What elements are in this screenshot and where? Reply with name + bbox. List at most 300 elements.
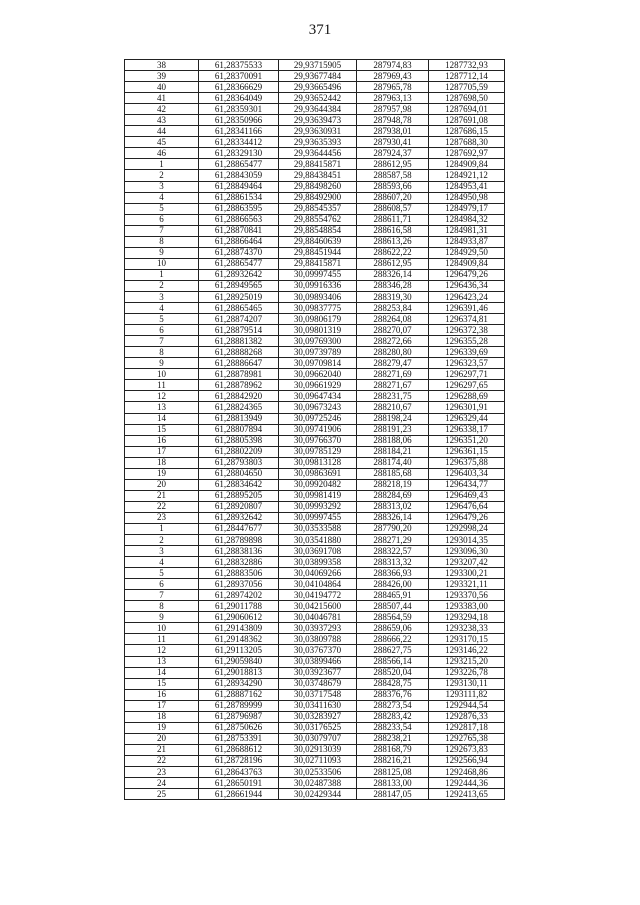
x-coordinate-cell: 288587,58 xyxy=(357,170,429,181)
point-number-cell: 25 xyxy=(125,789,199,800)
y-coordinate-cell: 1293096,30 xyxy=(429,546,505,557)
x-coordinate-cell: 288133,00 xyxy=(357,778,429,789)
table-row xyxy=(125,512,505,523)
point-number-cell: 6 xyxy=(125,325,199,336)
point-number-cell: 38 xyxy=(125,60,199,71)
x-coordinate-cell: 288426,00 xyxy=(357,579,429,590)
latitude-cell: 61,29011788 xyxy=(199,601,279,612)
point-number-cell: 2 xyxy=(125,535,199,546)
y-coordinate-cell: 1287698,50 xyxy=(429,93,505,104)
point-number-cell: 11 xyxy=(125,380,199,391)
y-coordinate-cell: 1292944,54 xyxy=(429,700,505,711)
x-coordinate-cell: 288253,84 xyxy=(357,303,429,314)
point-number-cell: 4 xyxy=(125,557,199,568)
latitude-cell: 61,28937056 xyxy=(199,579,279,590)
x-coordinate-cell: 287930,41 xyxy=(357,137,429,148)
longitude-cell: 29,88460639 xyxy=(279,236,357,247)
latitude-cell: 61,28895205 xyxy=(199,490,279,501)
longitude-cell: 30,09801319 xyxy=(279,325,357,336)
table-row xyxy=(125,446,505,457)
point-number-cell: 8 xyxy=(125,236,199,247)
point-number-cell: 15 xyxy=(125,424,199,435)
latitude-cell: 61,28843059 xyxy=(199,170,279,181)
table-row xyxy=(125,778,505,789)
y-coordinate-cell: 1296339,69 xyxy=(429,347,505,358)
y-coordinate-cell: 1287712,14 xyxy=(429,71,505,82)
y-coordinate-cell: 1296375,88 xyxy=(429,457,505,468)
table-row xyxy=(125,104,505,115)
y-coordinate-cell: 1293300,21 xyxy=(429,568,505,579)
table-row xyxy=(125,126,505,137)
table-row xyxy=(125,148,505,159)
table-row xyxy=(125,291,505,302)
y-coordinate-cell: 1292876,33 xyxy=(429,711,505,722)
y-coordinate-cell: 1284921,12 xyxy=(429,170,505,181)
point-number-cell: 41 xyxy=(125,93,199,104)
table-row xyxy=(125,612,505,623)
x-coordinate-cell: 288313,02 xyxy=(357,501,429,512)
point-number-cell: 5 xyxy=(125,314,199,325)
y-coordinate-cell: 1296479,26 xyxy=(429,269,505,280)
latitude-cell: 61,28886647 xyxy=(199,358,279,369)
point-number-cell: 18 xyxy=(125,457,199,468)
point-number-cell: 9 xyxy=(125,247,199,258)
x-coordinate-cell: 288612,95 xyxy=(357,159,429,170)
longitude-cell: 30,09647434 xyxy=(279,391,357,402)
latitude-cell: 61,28643763 xyxy=(199,767,279,778)
point-number-cell: 42 xyxy=(125,104,199,115)
y-coordinate-cell: 1293238,33 xyxy=(429,623,505,634)
table-row xyxy=(125,479,505,490)
x-coordinate-cell: 288465,91 xyxy=(357,590,429,601)
point-number-cell: 12 xyxy=(125,645,199,656)
table-row xyxy=(125,203,505,214)
point-number-cell: 13 xyxy=(125,402,199,413)
longitude-cell: 30,09997455 xyxy=(279,512,357,523)
table-row xyxy=(125,546,505,557)
table-row xyxy=(125,523,505,534)
latitude-cell: 61,28329130 xyxy=(199,148,279,159)
latitude-cell: 61,28879514 xyxy=(199,325,279,336)
x-coordinate-cell: 288613,26 xyxy=(357,236,429,247)
table-row xyxy=(125,280,505,291)
longitude-cell: 30,09769300 xyxy=(279,336,357,347)
point-number-cell: 1 xyxy=(125,159,199,170)
x-coordinate-cell: 287938,01 xyxy=(357,126,429,137)
longitude-cell: 30,04069266 xyxy=(279,568,357,579)
latitude-cell: 61,28370091 xyxy=(199,71,279,82)
y-coordinate-cell: 1296436,34 xyxy=(429,280,505,291)
y-coordinate-cell: 1293321,11 xyxy=(429,579,505,590)
x-coordinate-cell: 288326,14 xyxy=(357,269,429,280)
latitude-cell: 61,28341166 xyxy=(199,126,279,137)
point-number-cell: 23 xyxy=(125,767,199,778)
table-row xyxy=(125,789,505,800)
longitude-cell: 30,03079707 xyxy=(279,733,357,744)
y-coordinate-cell: 1284909,84 xyxy=(429,258,505,269)
latitude-cell: 61,28375533 xyxy=(199,60,279,71)
x-coordinate-cell: 288273,54 xyxy=(357,700,429,711)
table-row xyxy=(125,413,505,424)
longitude-cell: 30,03899358 xyxy=(279,557,357,568)
longitude-cell: 30,09662040 xyxy=(279,369,357,380)
x-coordinate-cell: 288319,30 xyxy=(357,291,429,302)
latitude-cell: 61,28874207 xyxy=(199,314,279,325)
latitude-cell: 61,28334412 xyxy=(199,137,279,148)
latitude-cell: 61,28366629 xyxy=(199,82,279,93)
point-number-cell: 14 xyxy=(125,667,199,678)
longitude-cell: 29,93635393 xyxy=(279,137,357,148)
y-coordinate-cell: 1296301,91 xyxy=(429,402,505,413)
point-number-cell: 13 xyxy=(125,656,199,667)
point-number-cell: 6 xyxy=(125,214,199,225)
longitude-cell: 29,88545357 xyxy=(279,203,357,214)
table-row xyxy=(125,733,505,744)
y-coordinate-cell: 1284984,32 xyxy=(429,214,505,225)
longitude-cell: 29,93652442 xyxy=(279,93,357,104)
longitude-cell: 29,88415871 xyxy=(279,258,357,269)
latitude-cell: 61,28359301 xyxy=(199,104,279,115)
x-coordinate-cell: 288280,80 xyxy=(357,347,429,358)
latitude-cell: 61,28447677 xyxy=(199,523,279,534)
y-coordinate-cell: 1284953,41 xyxy=(429,181,505,192)
y-coordinate-cell: 1292444,36 xyxy=(429,778,505,789)
table-row xyxy=(125,347,505,358)
longitude-cell: 30,03937293 xyxy=(279,623,357,634)
y-coordinate-cell: 1296403,34 xyxy=(429,468,505,479)
table-row xyxy=(125,181,505,192)
table-row xyxy=(125,115,505,126)
point-number-cell: 23 xyxy=(125,512,199,523)
latitude-cell: 61,28949565 xyxy=(199,280,279,291)
x-coordinate-cell: 288264,08 xyxy=(357,314,429,325)
x-coordinate-cell: 288564,59 xyxy=(357,612,429,623)
table-row xyxy=(125,601,505,612)
latitude-cell: 61,28974202 xyxy=(199,590,279,601)
y-coordinate-cell: 1296355,28 xyxy=(429,336,505,347)
y-coordinate-cell: 1296391,46 xyxy=(429,303,505,314)
latitude-cell: 61,28878962 xyxy=(199,380,279,391)
longitude-cell: 30,09739789 xyxy=(279,347,357,358)
table-row xyxy=(125,579,505,590)
longitude-cell: 30,04194772 xyxy=(279,590,357,601)
table-row xyxy=(125,380,505,391)
point-number-cell: 39 xyxy=(125,71,199,82)
x-coordinate-cell: 288611,71 xyxy=(357,214,429,225)
longitude-cell: 30,03691708 xyxy=(279,546,357,557)
latitude-cell: 61,28661944 xyxy=(199,789,279,800)
point-number-cell: 22 xyxy=(125,501,199,512)
longitude-cell: 30,03717548 xyxy=(279,689,357,700)
x-coordinate-cell: 288313,32 xyxy=(357,557,429,568)
longitude-cell: 29,88415871 xyxy=(279,159,357,170)
y-coordinate-cell: 1296434,77 xyxy=(429,479,505,490)
y-coordinate-cell: 1296329,44 xyxy=(429,413,505,424)
x-coordinate-cell: 287924,37 xyxy=(357,148,429,159)
x-coordinate-cell: 288168,79 xyxy=(357,744,429,755)
y-coordinate-cell: 1293207,42 xyxy=(429,557,505,568)
latitude-cell: 61,28863595 xyxy=(199,203,279,214)
table-row xyxy=(125,744,505,755)
x-coordinate-cell: 288659,06 xyxy=(357,623,429,634)
point-number-cell: 9 xyxy=(125,612,199,623)
table-row xyxy=(125,336,505,347)
latitude-cell: 61,28842920 xyxy=(199,391,279,402)
table-row xyxy=(125,755,505,766)
table-row xyxy=(125,402,505,413)
point-number-cell: 40 xyxy=(125,82,199,93)
latitude-cell: 61,28824365 xyxy=(199,402,279,413)
latitude-cell: 61,28932642 xyxy=(199,512,279,523)
longitude-cell: 29,93630931 xyxy=(279,126,357,137)
table-row xyxy=(125,247,505,258)
latitude-cell: 61,28934290 xyxy=(199,678,279,689)
table-row xyxy=(125,225,505,236)
x-coordinate-cell: 288184,21 xyxy=(357,446,429,457)
x-coordinate-cell: 288231,75 xyxy=(357,391,429,402)
point-number-cell: 10 xyxy=(125,369,199,380)
point-number-cell: 7 xyxy=(125,336,199,347)
table-row xyxy=(125,700,505,711)
latitude-cell: 61,28802209 xyxy=(199,446,279,457)
latitude-cell: 61,28866464 xyxy=(199,236,279,247)
point-number-cell: 10 xyxy=(125,258,199,269)
x-coordinate-cell: 288216,21 xyxy=(357,755,429,766)
y-coordinate-cell: 1284933,87 xyxy=(429,236,505,247)
table-row xyxy=(125,236,505,247)
latitude-cell: 61,28804650 xyxy=(199,468,279,479)
longitude-cell: 29,93715905 xyxy=(279,60,357,71)
longitude-cell: 30,04104864 xyxy=(279,579,357,590)
latitude-cell: 61,29113205 xyxy=(199,645,279,656)
longitude-cell: 30,02429344 xyxy=(279,789,357,800)
table-row xyxy=(125,159,505,170)
longitude-cell: 30,09920482 xyxy=(279,479,357,490)
latitude-cell: 61,28789898 xyxy=(199,535,279,546)
x-coordinate-cell: 288238,21 xyxy=(357,733,429,744)
latitude-cell: 61,28925019 xyxy=(199,291,279,302)
table-row xyxy=(125,82,505,93)
point-number-cell: 16 xyxy=(125,689,199,700)
point-number-cell: 1 xyxy=(125,523,199,534)
point-number-cell: 17 xyxy=(125,446,199,457)
longitude-cell: 30,09813128 xyxy=(279,457,357,468)
y-coordinate-cell: 1287688,30 xyxy=(429,137,505,148)
latitude-cell: 61,28881382 xyxy=(199,336,279,347)
table-row xyxy=(125,623,505,634)
x-coordinate-cell: 287969,43 xyxy=(357,71,429,82)
y-coordinate-cell: 1296288,69 xyxy=(429,391,505,402)
table-row xyxy=(125,435,505,446)
point-number-cell: 15 xyxy=(125,678,199,689)
table-row xyxy=(125,767,505,778)
x-coordinate-cell: 288270,07 xyxy=(357,325,429,336)
point-number-cell: 2 xyxy=(125,170,199,181)
coordinates-table xyxy=(124,59,505,800)
table-row xyxy=(125,369,505,380)
x-coordinate-cell: 288198,24 xyxy=(357,413,429,424)
longitude-cell: 30,09993292 xyxy=(279,501,357,512)
y-coordinate-cell: 1287732,93 xyxy=(429,60,505,71)
x-coordinate-cell: 288284,69 xyxy=(357,490,429,501)
longitude-cell: 30,09673243 xyxy=(279,402,357,413)
x-coordinate-cell: 288174,40 xyxy=(357,457,429,468)
latitude-cell: 61,29148362 xyxy=(199,634,279,645)
table-row xyxy=(125,722,505,733)
latitude-cell: 61,28888268 xyxy=(199,347,279,358)
y-coordinate-cell: 1293383,00 xyxy=(429,601,505,612)
table-row xyxy=(125,689,505,700)
longitude-cell: 29,93665496 xyxy=(279,82,357,93)
latitude-cell: 61,28750626 xyxy=(199,722,279,733)
x-coordinate-cell: 288185,68 xyxy=(357,468,429,479)
point-number-cell: 20 xyxy=(125,733,199,744)
point-number-cell: 44 xyxy=(125,126,199,137)
y-coordinate-cell: 1296338,17 xyxy=(429,424,505,435)
y-coordinate-cell: 1284950,98 xyxy=(429,192,505,203)
y-coordinate-cell: 1296361,15 xyxy=(429,446,505,457)
longitude-cell: 30,02711093 xyxy=(279,755,357,766)
table-row xyxy=(125,490,505,501)
x-coordinate-cell: 288376,76 xyxy=(357,689,429,700)
x-coordinate-cell: 288191,23 xyxy=(357,424,429,435)
latitude-cell: 61,28805398 xyxy=(199,435,279,446)
latitude-cell: 61,28834642 xyxy=(199,479,279,490)
point-number-cell: 43 xyxy=(125,115,199,126)
latitude-cell: 61,28793803 xyxy=(199,457,279,468)
y-coordinate-cell: 1293215,20 xyxy=(429,656,505,667)
point-number-cell: 6 xyxy=(125,579,199,590)
latitude-cell: 61,28789999 xyxy=(199,700,279,711)
table-row xyxy=(125,667,505,678)
point-number-cell: 46 xyxy=(125,148,199,159)
longitude-cell: 30,03809788 xyxy=(279,634,357,645)
table-row xyxy=(125,71,505,82)
y-coordinate-cell: 1296372,38 xyxy=(429,325,505,336)
point-number-cell: 21 xyxy=(125,744,199,755)
latitude-cell: 61,28883506 xyxy=(199,568,279,579)
longitude-cell: 30,02487388 xyxy=(279,778,357,789)
x-coordinate-cell: 288218,19 xyxy=(357,479,429,490)
x-coordinate-cell: 288507,44 xyxy=(357,601,429,612)
y-coordinate-cell: 1292566,94 xyxy=(429,755,505,766)
latitude-cell: 61,28865477 xyxy=(199,258,279,269)
table-row xyxy=(125,634,505,645)
longitude-cell: 29,88451944 xyxy=(279,247,357,258)
y-coordinate-cell: 1284981,31 xyxy=(429,225,505,236)
table-row xyxy=(125,192,505,203)
x-coordinate-cell: 287974,83 xyxy=(357,60,429,71)
table-row xyxy=(125,557,505,568)
latitude-cell: 61,28849464 xyxy=(199,181,279,192)
x-coordinate-cell: 287790,20 xyxy=(357,523,429,534)
table-row xyxy=(125,678,505,689)
x-coordinate-cell: 288283,42 xyxy=(357,711,429,722)
point-number-cell: 45 xyxy=(125,137,199,148)
x-coordinate-cell: 288322,57 xyxy=(357,546,429,557)
y-coordinate-cell: 1293170,15 xyxy=(429,634,505,645)
longitude-cell: 30,09766370 xyxy=(279,435,357,446)
point-number-cell: 3 xyxy=(125,181,199,192)
latitude-cell: 61,28920807 xyxy=(199,501,279,512)
longitude-cell: 30,09741906 xyxy=(279,424,357,435)
x-coordinate-cell: 288616,58 xyxy=(357,225,429,236)
latitude-cell: 61,28874370 xyxy=(199,247,279,258)
point-number-cell: 16 xyxy=(125,435,199,446)
longitude-cell: 30,09806179 xyxy=(279,314,357,325)
longitude-cell: 30,09785129 xyxy=(279,446,357,457)
point-number-cell: 20 xyxy=(125,479,199,490)
latitude-cell: 61,28861534 xyxy=(199,192,279,203)
latitude-cell: 61,28650191 xyxy=(199,778,279,789)
table-row xyxy=(125,468,505,479)
table-row xyxy=(125,325,505,336)
y-coordinate-cell: 1293370,56 xyxy=(429,590,505,601)
y-coordinate-cell: 1296469,43 xyxy=(429,490,505,501)
longitude-cell: 29,88548854 xyxy=(279,225,357,236)
point-number-cell: 21 xyxy=(125,490,199,501)
x-coordinate-cell: 288666,22 xyxy=(357,634,429,645)
table-row xyxy=(125,568,505,579)
point-number-cell: 7 xyxy=(125,590,199,601)
x-coordinate-cell: 288210,67 xyxy=(357,402,429,413)
point-number-cell: 18 xyxy=(125,711,199,722)
y-coordinate-cell: 1296297,65 xyxy=(429,380,505,391)
latitude-cell: 61,29018813 xyxy=(199,667,279,678)
point-number-cell: 5 xyxy=(125,203,199,214)
point-number-cell: 5 xyxy=(125,568,199,579)
longitude-cell: 29,88492900 xyxy=(279,192,357,203)
longitude-cell: 29,93644456 xyxy=(279,148,357,159)
longitude-cell: 29,93639473 xyxy=(279,115,357,126)
longitude-cell: 30,03899466 xyxy=(279,656,357,667)
latitude-cell: 61,28887162 xyxy=(199,689,279,700)
point-number-cell: 10 xyxy=(125,623,199,634)
longitude-cell: 30,03283927 xyxy=(279,711,357,722)
table-row xyxy=(125,424,505,435)
x-coordinate-cell: 288366,93 xyxy=(357,568,429,579)
latitude-cell: 61,28796987 xyxy=(199,711,279,722)
longitude-cell: 30,02533506 xyxy=(279,767,357,778)
longitude-cell: 29,88438451 xyxy=(279,170,357,181)
latitude-cell: 61,28350966 xyxy=(199,115,279,126)
table-row xyxy=(125,645,505,656)
table-row xyxy=(125,170,505,181)
page-number: 371 xyxy=(308,22,332,38)
longitude-cell: 29,88554762 xyxy=(279,214,357,225)
latitude-cell: 61,28364049 xyxy=(199,93,279,104)
y-coordinate-cell: 1296323,57 xyxy=(429,358,505,369)
table-row xyxy=(125,60,505,71)
y-coordinate-cell: 1292673,83 xyxy=(429,744,505,755)
longitude-cell: 30,04215600 xyxy=(279,601,357,612)
y-coordinate-cell: 1296297,71 xyxy=(429,369,505,380)
latitude-cell: 61,28865477 xyxy=(199,159,279,170)
latitude-cell: 61,28878981 xyxy=(199,369,279,380)
x-coordinate-cell: 288147,05 xyxy=(357,789,429,800)
longitude-cell: 29,93644384 xyxy=(279,104,357,115)
y-coordinate-cell: 1293111,82 xyxy=(429,689,505,700)
longitude-cell: 30,09916336 xyxy=(279,280,357,291)
table-row xyxy=(125,656,505,667)
point-number-cell: 8 xyxy=(125,601,199,612)
table-row xyxy=(125,501,505,512)
x-coordinate-cell: 288326,14 xyxy=(357,512,429,523)
table-row xyxy=(125,711,505,722)
longitude-cell: 30,09661929 xyxy=(279,380,357,391)
x-coordinate-cell: 287957,98 xyxy=(357,104,429,115)
point-number-cell: 17 xyxy=(125,700,199,711)
